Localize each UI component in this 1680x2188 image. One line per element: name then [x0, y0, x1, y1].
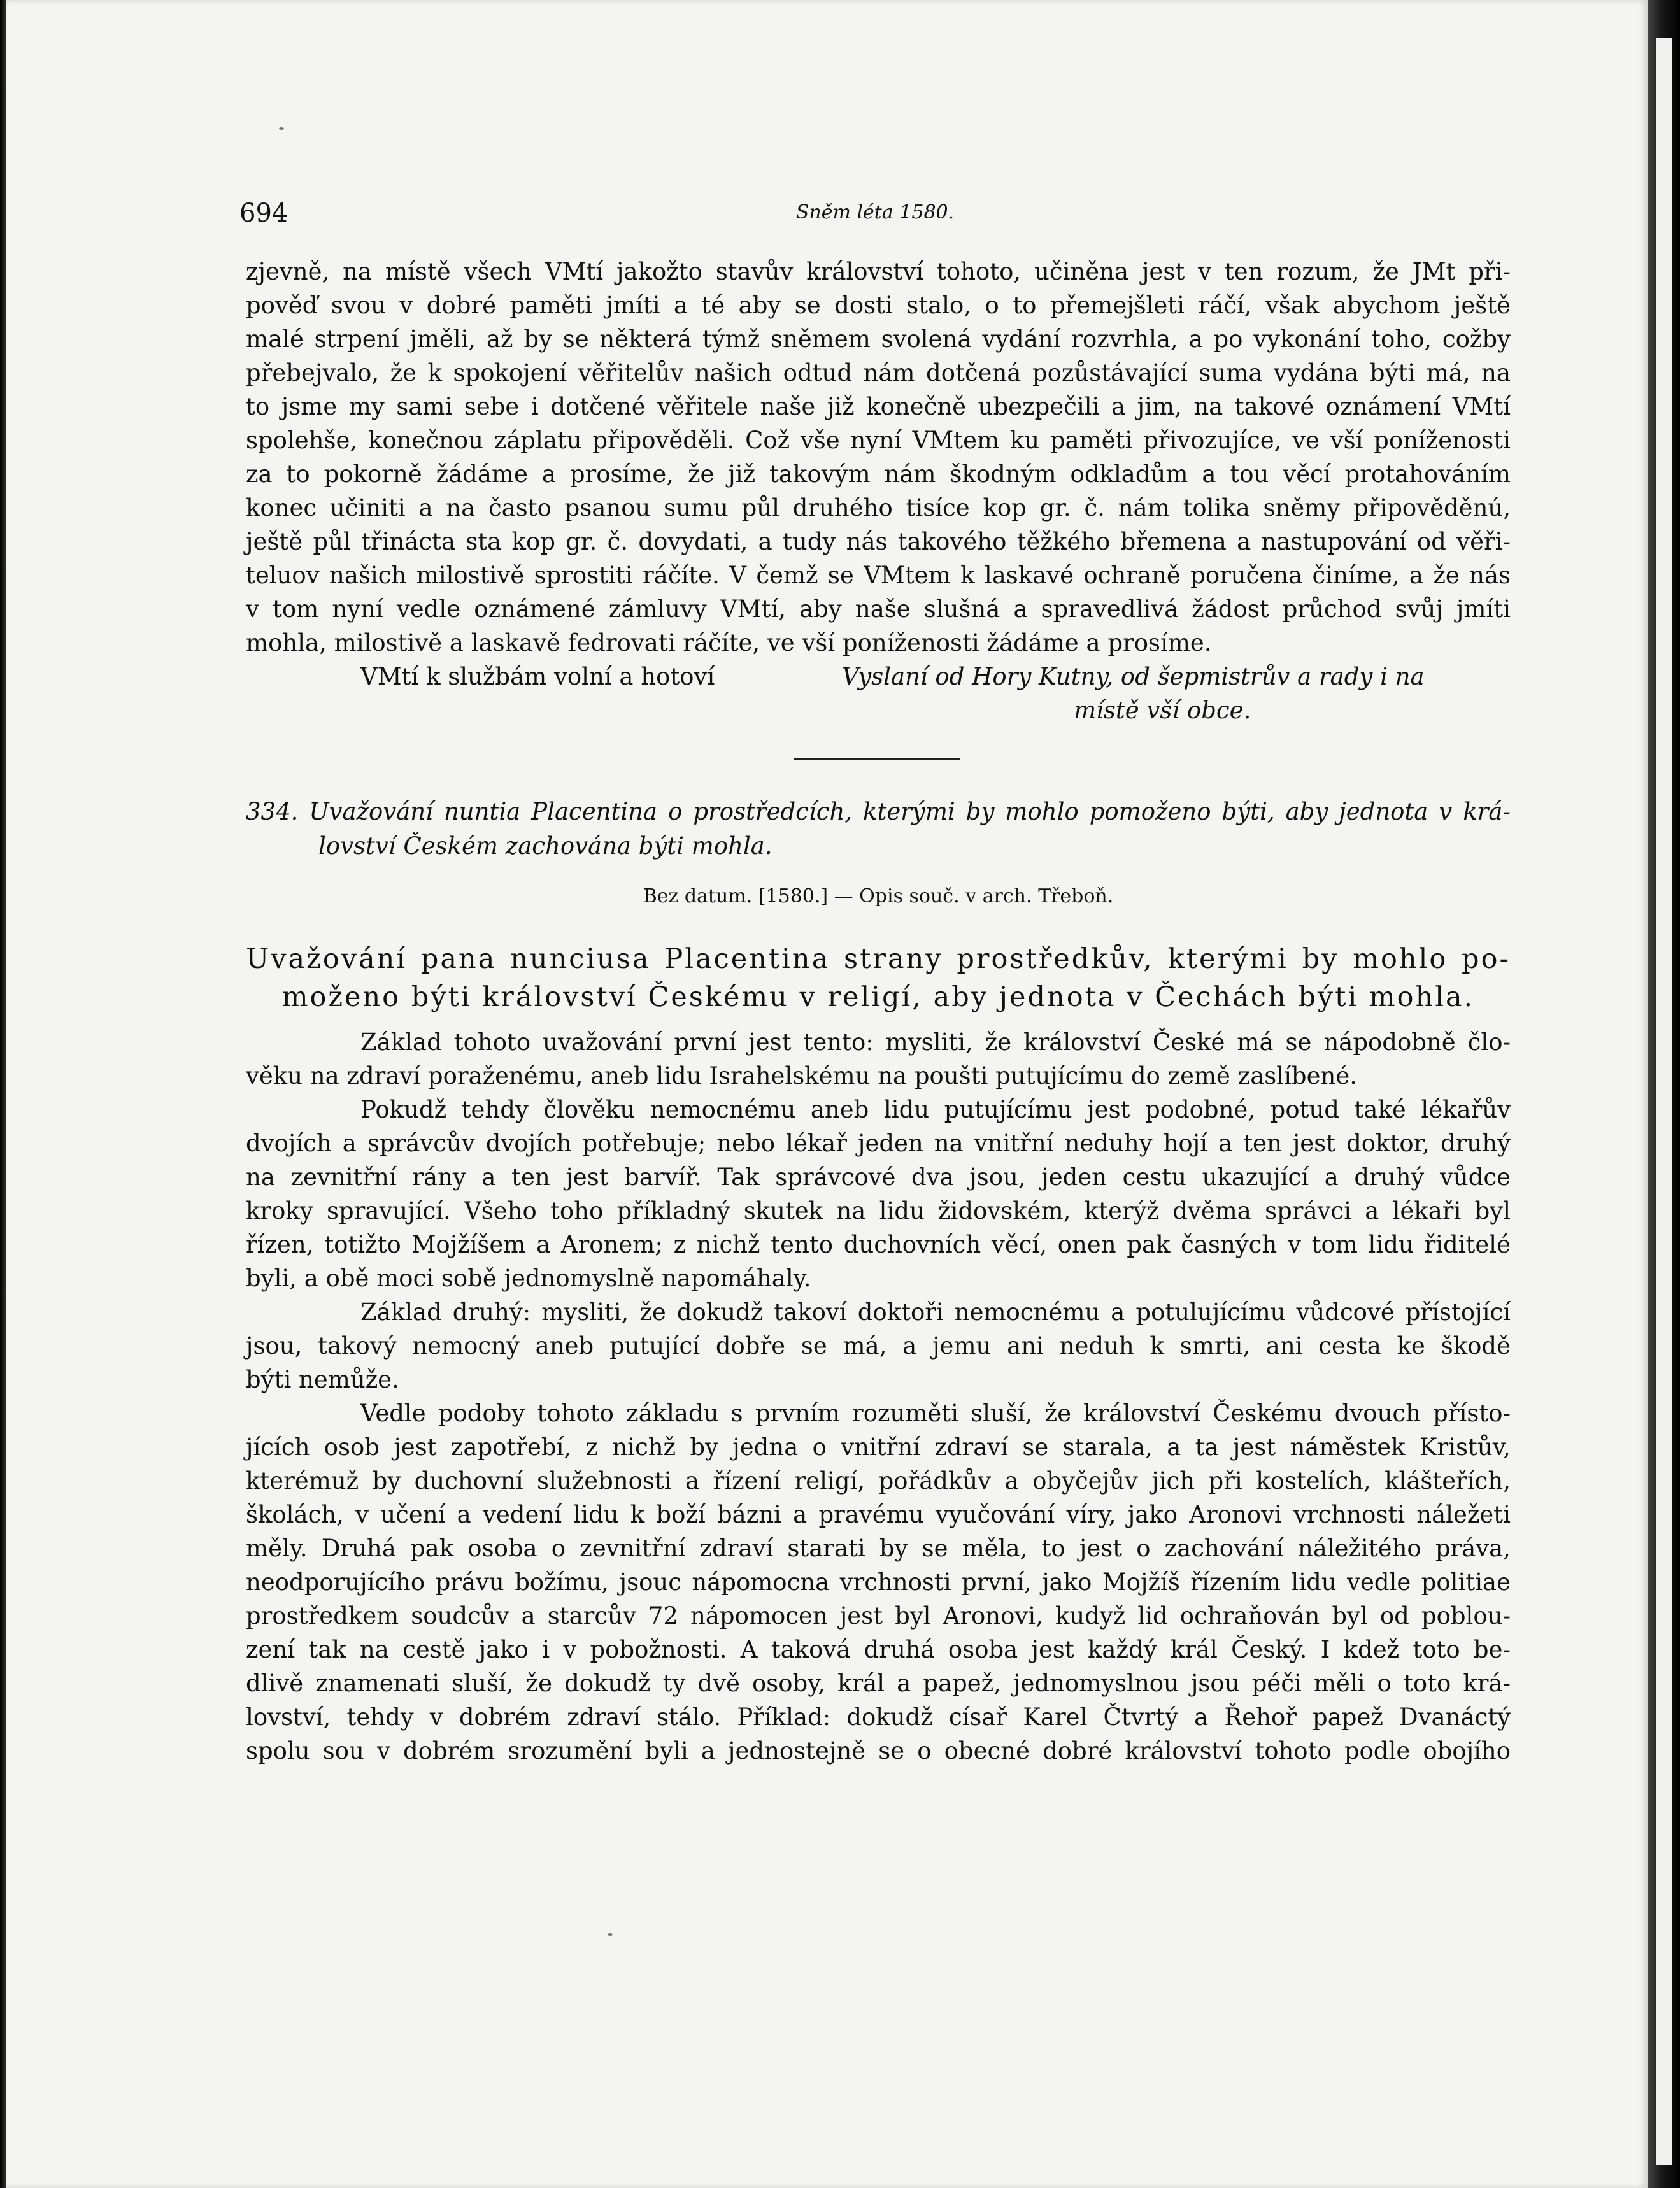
tract-title	[246, 940, 1511, 1016]
document-heading	[246, 795, 1511, 863]
letter-closing-row	[246, 660, 1511, 693]
body-line: kterémuž by duchovní služebnosti a řízení religí, pořádkův a obyčejův jich při kostelích, klášteřích,	[246, 1467, 1511, 1495]
letter-line: spolehše, konečnou záplatu připověděli. Což vše nyní VMtem ku paměti přivozujíce, ve vší poníženosti	[246, 427, 1511, 454]
letter-line: to jsme my sami sebe i dotčené věřitele naše již konečně ubezpečili a jim, na takové oznámení VMtí	[246, 393, 1511, 420]
body-line: měly. Druhá pak osoba o zevnitřní zdraví starati by se měla, to jest o zachování náležitého práva,	[246, 1535, 1511, 1562]
body-line: jsou, takový nemocný aneb putující dobře se má, a jemu ani neduh k smrti, ani cesta ke škodě	[246, 1332, 1511, 1360]
letter-line: malé strpení jměli, až by se některá týmž sněmem svolená vydání rozvrhla, a po vykonání toho, cožby	[246, 325, 1511, 353]
body-line: býti nemůže.	[246, 1366, 399, 1393]
letter-line: v tom nyní vedle oznámené zámluvy VMtí, aby naše slušná a spravedlivá žádost průchod svůj jmíti	[246, 595, 1511, 623]
body-line: Pokudž tehdy člověku nemocnému aneb lidu putujícímu jest podobné, potud také lékařův	[360, 1096, 1511, 1123]
letter-line: pověď svou v dobré paměti jmíti a té aby se dosti stalo, o to přemejšleti ráčí, však abychom ještě	[246, 292, 1511, 319]
body-line: Vedle podoby tohoto základu s prvním rozuměti sluší, že království Českému dvouch přísto-	[360, 1400, 1511, 1427]
document-body	[246, 1025, 1511, 1768]
body-line: dvojích a správcův dvojích potřebuje; nebo lékař jeden na vnitřní neduhy hojí a ten jest doktor, druhý	[246, 1130, 1511, 1157]
body-line: dlivě znamenati sluší, že dokudž ty dvě osoby, král a papež, jednomyslnou jsou péči měli o toto krá-	[246, 1670, 1511, 1697]
letter-line: teluov našich milostivě sprostiti ráčíte. V čemž se VMtem k laskavé ochraně poručena činíme, a že nás	[246, 562, 1511, 589]
tract-title-line: moženo býti království Českému v religí, aby jednota v Čechách býti mohla.	[281, 981, 1475, 1013]
body-line: věku na zdraví poraženému, aneb lidu Israhelskému na poušti putujícímu do země zaslíbené.	[246, 1062, 1357, 1090]
letter-closing: VMtí k službám volní a hotoví	[360, 663, 715, 690]
letter-line: za to pokorně žádáme a prosíme, že již takovým nám škodným odkladům a tou věcí protahováním	[246, 460, 1511, 488]
letter-line: konec učiniti a na často psanou sumu půl druhého tisíce kop gr. č. nám tolika sněmy připověděnú,	[246, 494, 1511, 522]
letter-line: přebejvalo, že k spokojení věřitelův našich odtud nám dotčená pozůstávající suma vydána býti má, na	[246, 359, 1511, 387]
page-header	[239, 199, 1511, 231]
section-divider	[794, 758, 960, 760]
page-number: 694	[239, 199, 288, 228]
heading-line: lovství Českém zachována býti mohla.	[318, 832, 772, 860]
body-line: Základ druhý: mysliti, že dokudž takoví doktoři nemocnému a potulujícímu vůdcové přístojící	[360, 1298, 1511, 1326]
body-line: byli, a obě moci sobě jednomyslně napomáhaly.	[246, 1265, 811, 1292]
letter-line: ještě půl třinácta sta kop gr. č. dovydati, a tudy nás takového těžkého břemena a nastupování od věři-	[246, 528, 1511, 555]
letter-signature-cont: místě vší obce.	[1074, 697, 1251, 724]
scan-speck	[608, 1933, 613, 1936]
body-line: lovství, tehdy v dobrém zdraví stálo. Příklad: dokudž císař Karel Čtvrtý a Řehoř papež Dvanáctý	[246, 1703, 1511, 1731]
body-line: Základ tohoto uvažování první jest tento: mysliti, že království České má se nápodobně člo-	[360, 1028, 1511, 1056]
letter-body	[246, 255, 1511, 727]
body-line: kroky spravující. Všeho toho příkladný skutek na lidu židovském, kterýž dvěma správci a lékaři byl	[246, 1197, 1511, 1225]
body-line: zení tak na cestě jako i v pobožnosti. A taková druhá osoba jest každý král Český. I kdež toto be-	[246, 1636, 1511, 1663]
letter-signature: Vyslaní od Hory Kutny, od šepmistrův a rady i na	[842, 663, 1425, 690]
letter-signature-row	[246, 693, 1511, 727]
scan-speck	[279, 127, 284, 130]
body-line: neodporujícího právu božímu, jsouc nápomocna vrchnosti první, jako Mojžíš řízením lidu vedle politiae	[246, 1568, 1511, 1596]
tract-title-line: Uvažování pana nunciusa Placentina strany prostředkův, kterými by mohlo po-	[246, 943, 1511, 975]
next-page-edge	[1656, 38, 1672, 2165]
letter-line: zjevně, na místě všech VMtí jakožto stavův království tohoto, učiněna jest v ten rozum, že JMt při-	[246, 258, 1511, 285]
body-line: školách, v učení a vedení lidu k boží bázni a pravému vyučování víry, jako Aronovi vrchnosti náležeti	[246, 1501, 1511, 1528]
body-line: řízen, totižto Mojžíšem a Aronem; z nichž tento duchovních věcí, onen pak časných v tom lidu řiditelé	[246, 1231, 1511, 1258]
body-line: spolu sou v dobrém srozumění byli a jednostejně se o obecné dobré království tohoto podle obojího	[246, 1737, 1511, 1765]
heading-line: 334. Uvažování nuntia Placentina o prostředcích, kterými by mohlo pomoženo býti, aby jednota v krá-	[246, 798, 1511, 825]
body-line: na zevnitřní rány a ten jest barvíř. Tak správcové dva jsou, jeden cestu ukazující a druhý vůdce	[246, 1163, 1511, 1191]
body-line: prostředkem soudcův a starcův 72 nápomocen jest byl Aronovi, kudyž lid ochraňován byl od poblou-	[246, 1602, 1511, 1630]
body-line: jících osob jest zapotřebí, z nichž by jedna o vnitřní zdraví se starala, a ta jest náměstek Kristův,	[246, 1433, 1511, 1461]
running-title: Sněm léta 1580.	[795, 201, 955, 224]
letter-line: mohla, milostivě a laskavě fedrovati ráčíte, ve vší poníženosti žádáme a prosíme.	[246, 629, 1212, 657]
document-source: Bez datum. [1580.] — Opis souč. v arch. Třeboň.	[643, 885, 1114, 907]
scan-left-edge	[0, 0, 6, 2188]
